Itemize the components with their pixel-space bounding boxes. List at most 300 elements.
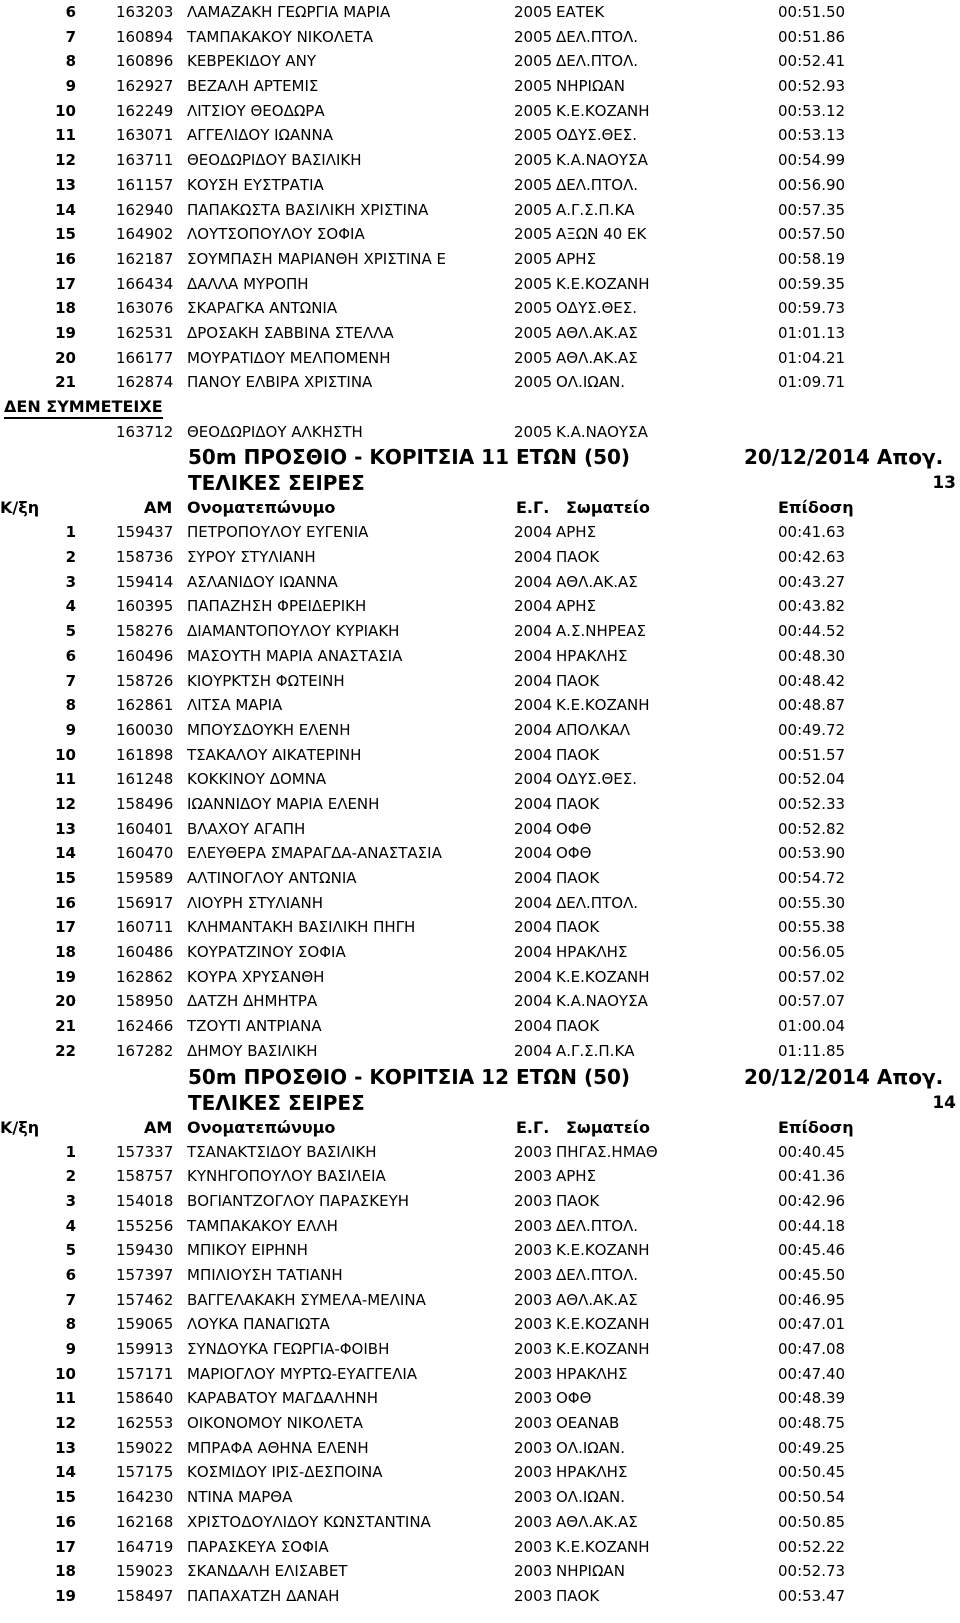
year-cell: 2003 [514,1290,553,1309]
name-cell: ΣΥΡΟΥ ΣΤΥΛΙΑΝΗ [187,548,316,567]
name-cell: ΔΙΑΜΑΝΤΟΠΟΥΛΟΥ ΚΥΡΙΑΚΗ [187,622,400,641]
table-row [0,767,960,792]
year-cell: 2003 [514,1562,553,1581]
rank-cell: 5 [65,622,76,641]
name-cell: ΛΙΤΣΙΟΥ ΘΕΟΔΩΡΑ [187,101,325,120]
header-name: Ονοματεπώνυμο [187,498,336,518]
am-cell: 158497 [116,1586,174,1605]
club-cell: Κ.Α.ΝΑΟΥΣΑ [556,992,648,1011]
name-cell: ΘΕΟΔΩΡΙΔΟΥ ΒΑΣΙΛΙΚΗ [187,151,362,170]
club-cell: Κ.Α.ΝΑΟΥΣΑ [556,422,648,441]
name-cell: ΠΑΠΑΖΗΣΗ ΦΡΕΙΔΕΡΙΚΗ [187,597,367,616]
rank-cell: 12 [55,794,76,813]
table-row [0,570,960,595]
rank-cell: 14 [55,1463,76,1482]
time-cell: 00:55.38 [778,918,846,937]
table-row [0,198,960,223]
time-cell: 00:57.35 [778,200,846,219]
year-cell: 2004 [514,770,553,789]
rank-cell: 18 [55,1562,76,1581]
year-cell: 2005 [514,27,553,46]
rank-cell: 17 [55,918,76,937]
club-cell: ΟΔΥΣ.ΘΕΣ. [556,770,638,789]
club-cell: ΠΑΟΚ [556,869,600,887]
am-cell: 162531 [116,323,174,342]
club-cell: ΔΕΛ.ΠΤΟΛ. [556,893,639,912]
am-cell: 160030 [116,720,174,739]
rank-cell: 10 [55,1364,76,1383]
rank-cell: 4 [65,597,76,616]
time-cell: 00:50.85 [778,1512,846,1531]
rank-cell: 10 [55,101,76,120]
rank-cell: 18 [55,943,76,962]
am-cell: 162927 [116,77,174,96]
name-cell: ΠΑΠΑΧΑΤΖΗ ΔΑΝΑΗ [187,1586,340,1605]
time-cell: 00:47.01 [778,1315,846,1334]
club-cell: Α.Γ.Σ.Π.ΚΑ [556,200,635,219]
year-cell: 2004 [514,622,553,641]
club-cell: ΑΡΗΣ [556,523,597,542]
time-cell: 00:44.18 [778,1216,846,1235]
time-cell: 00:58.19 [778,249,846,268]
am-cell: 160486 [116,943,174,962]
name-cell: ΛΙΟΥΡΗ ΣΤΥΛΙΑΝΗ [187,893,323,912]
table-row [0,693,960,718]
table-row [0,594,960,619]
rank-cell: 5 [65,1241,76,1260]
club-cell: ΠΑΟΚ [556,745,600,764]
year-cell: 2005 [514,373,553,392]
table-row [0,817,960,842]
column-headers [0,1116,960,1140]
name-cell: ΚΟΚΚΙΝΟΥ ΔΟΜΝΑ [187,770,327,789]
name-cell: ΔΗΜΟΥ ΒΑΣΙΛΙΚΗ [187,1041,318,1060]
rank-cell: 2 [65,1167,76,1186]
year-cell: 2005 [514,274,553,293]
name-cell: ΙΩΑΝΝΙΔΟΥ ΜΑΡΙΑ ΕΛΕΝΗ [187,794,380,813]
rank-cell: 19 [55,1586,76,1605]
table-row [0,420,960,445]
name-cell: ΤΣΑΚΑΛΟΥ ΑΙΚΑΤΕΡΙΝΗ [187,745,362,764]
am-cell: 158757 [116,1167,174,1186]
am-cell: 160401 [116,819,174,838]
table-row [0,0,960,25]
time-cell: 01:00.04 [778,1017,846,1036]
rank-cell: 21 [55,373,76,392]
year-cell: 2004 [514,844,553,863]
club-cell: ΗΡΑΚΛΗΣ [556,646,628,665]
name-cell: ΚΙΟΥΡΚΤΣΗ ΦΩΤΕΙΝΗ [187,671,345,690]
am-cell: 167282 [116,1041,174,1060]
rank-cell: 14 [55,844,76,863]
club-cell: ΑΠΟΛΚΑΛ [556,720,630,739]
name-cell: ΠΑΝΟΥ ΕΛΒΙΡΑ ΧΡΙΣΤΙΝΑ [187,373,373,392]
year-cell: 2003 [514,1512,553,1531]
time-cell: 00:51.86 [778,27,846,46]
name-cell: ΤΖΟΥΤΙ ΑΝΤΡΙΑΝΑ [187,1017,322,1036]
time-cell: 01:09.71 [778,373,846,392]
year-cell: 2004 [514,893,553,912]
table-row [0,669,960,694]
time-cell: 00:43.27 [778,572,846,591]
time-cell: 00:56.90 [778,175,846,194]
name-cell: ΜΠΙΚΟΥ ΕΙΡΗΝΗ [187,1241,308,1260]
name-cell: ΛΟΥΤΣΟΠΟΥΛΟΥ ΣΟΦΙΑ [187,225,365,244]
club-cell: Κ.Ε.ΚΟΖΑΝΗ [556,1340,650,1358]
rank-cell: 8 [65,1315,76,1334]
club-cell: ΗΡΑΚΛΗΣ [556,1364,628,1383]
rank-cell: 7 [65,671,76,690]
am-cell: 159414 [116,572,174,591]
am-cell: 158640 [116,1389,174,1408]
event-date: 20/12/2014 Απογ. [744,1064,944,1089]
table-row [0,296,960,321]
am-cell: 157175 [116,1463,174,1482]
time-cell: 00:42.63 [778,548,846,567]
club-cell: ΔΕΛ.ΠΤΟΛ. [556,27,639,46]
name-cell: ΜΑΣΟΥΤΗ ΜΑΡΙΑ ΑΝΑΣΤΑΣΙΑ [187,646,403,665]
year-cell: 2004 [514,967,553,986]
table-row [0,148,960,173]
table-row [0,1510,960,1535]
year-cell: 2004 [514,646,553,665]
rank-cell: 14 [55,200,76,219]
am-cell: 160470 [116,844,174,863]
time-cell: 00:51.57 [778,745,846,764]
table-row [0,619,960,644]
rank-cell: 16 [55,249,76,268]
table-row [0,370,960,395]
table-row [0,1288,960,1313]
year-cell: 2003 [514,1191,553,1210]
am-cell: 162249 [116,101,174,120]
header-eg: Ε.Γ. [516,498,550,518]
club-cell: ΟΦΘ [556,1389,592,1408]
year-cell: 2003 [514,1389,553,1408]
am-cell: 164902 [116,225,174,244]
name-cell: ΑΛΤΙΝΟΓΛΟΥ ΑΝΤΩΝΙΑ [187,869,357,887]
rank-cell: 3 [65,572,76,591]
name-cell: ΟΙΚΟΝΟΜΟΥ ΝΙΚΟΛΕΤΑ [187,1414,364,1433]
club-cell: ΑΡΗΣ [556,1167,597,1186]
year-cell: 2005 [514,77,553,96]
name-cell: ΜΠΡΑΦΑ ΑΘΗΝΑ ΕΛΕΝΗ [187,1438,369,1457]
header-am: ΑΜ [144,1117,173,1137]
am-cell: 161157 [116,175,174,194]
table-row [0,989,960,1014]
time-cell: 00:52.93 [778,77,846,96]
time-cell: 00:42.96 [778,1191,846,1210]
am-cell: 166434 [116,274,174,293]
time-cell: 00:51.50 [778,3,846,21]
name-cell: ΧΡΙΣΤΟΔΟΥΛΙΔΟΥ ΚΩΝΣΤΑΝΤΙΝΑ [187,1512,431,1531]
rank-cell: 16 [55,1512,76,1531]
page-number: 14 [932,1092,956,1113]
am-cell: 154018 [116,1191,174,1210]
table-row [0,1436,960,1461]
rank-cell: 7 [65,1290,76,1309]
year-cell: 2003 [514,1488,553,1507]
name-cell: ΚΑΡΑΒΑΤΟΥ ΜΑΓΔΑΛΗΝΗ [187,1389,378,1408]
year-cell: 2004 [514,1017,553,1036]
time-cell: 01:11.85 [778,1041,846,1060]
name-cell: ΣΟΥΜΠΑΣΗ ΜΑΡΙΑΝΘΗ ΧΡΙΣΤΙΝΑ Ε [187,249,446,268]
am-cell: 164719 [116,1537,174,1556]
table-row [0,940,960,965]
event-title-row [0,1064,960,1090]
header-rank: Κ/ξη [0,498,40,518]
am-cell: 162168 [116,1512,174,1531]
name-cell: ΤΣΑΝΑΚΤΣΙΔΟΥ ΒΑΣΙΛΙΚΗ [187,1142,377,1161]
rank-cell: 1 [65,1142,76,1161]
time-cell: 00:53.47 [778,1586,846,1605]
club-cell: Κ.Ε.ΚΟΖΑΝΗ [556,967,650,986]
club-cell: ΟΕΑΝΑΒ [556,1414,620,1433]
table-row [0,1312,960,1337]
time-cell: 00:46.95 [778,1290,846,1309]
event-subtitle: ΤΕΛΙΚΕΣ ΣΕΙΡΕΣ [188,471,365,496]
time-cell: 00:53.12 [778,101,846,120]
rank-cell: 11 [55,1389,76,1408]
name-cell: ΚΥΝΗΓΟΠΟΥΛΟΥ ΒΑΣΙΛΕΙΑ [187,1167,386,1186]
rank-cell: 17 [55,1537,76,1556]
am-cell: 159430 [116,1241,174,1260]
rank-cell: 16 [55,893,76,912]
name-cell: ΜΠΟΥΣΔΟΥΚΗ ΕΛΕΝΗ [187,720,351,739]
name-cell: ΒΟΓΙΑΝΤΖΟΓΛΟΥ ΠΑΡΑΣΚΕΥΗ [187,1191,410,1210]
name-cell: ΜΟΥΡΑΤΙΔΟΥ ΜΕΛΠΟΜΕΝΗ [187,348,391,367]
rank-cell: 8 [65,52,76,71]
year-cell: 2003 [514,1142,553,1161]
time-cell: 00:52.73 [778,1562,846,1581]
club-cell: ΑΡΗΣ [556,249,597,268]
table-row [0,74,960,99]
name-cell: ΣΚΑΝΔΑΛΗ ΕΛΙΣΑΒΕΤ [187,1562,348,1581]
rank-cell: 6 [65,3,76,21]
year-cell: 2005 [514,175,553,194]
club-cell: Κ.Ε.ΚΟΖΑΝΗ [556,1241,650,1260]
am-cell: 158726 [116,671,174,690]
table-row [0,1014,960,1039]
club-cell: ΝΗΡΙΩΑΝ [556,77,625,96]
time-cell: 00:45.46 [778,1241,846,1260]
table-row [0,1411,960,1436]
name-cell: ΚΟΥΡΑΤΖΙΝΟΥ ΣΟΦΙΑ [187,943,346,962]
club-cell: Α.Σ.ΝΗΡΕΑΣ [556,622,647,641]
table-row [0,792,960,817]
time-cell: 00:44.52 [778,622,846,641]
name-cell: ΕΛΕΥΘΕΡΑ ΣΜΑΡΑΓΔΑ-ΑΝΑΣΤΑΣΙΑ [187,844,442,863]
year-cell: 2004 [514,745,553,764]
name-cell: ΜΠΙΛΙΟΥΣΗ ΤΑΤΙΑΝΗ [187,1265,343,1284]
rank-cell: 9 [65,720,76,739]
year-cell: 2004 [514,918,553,937]
am-cell: 163076 [116,299,174,318]
table-row [0,123,960,148]
am-cell: 160894 [116,27,174,46]
year-cell: 2003 [514,1537,553,1556]
table-row [0,644,960,669]
header-rank: Κ/ξη [0,1117,40,1137]
table-row [0,321,960,346]
time-cell: 00:57.07 [778,992,846,1011]
year-cell: 2004 [514,671,553,690]
table-row [0,718,960,743]
name-cell: ΣΥΝΔΟΥΚΑ ΓΕΩΡΓΙΑ-ΦΟΙΒΗ [187,1340,390,1358]
club-cell: ΑΘΛ.ΑΚ.ΑΣ [556,572,638,591]
rank-cell: 1 [65,523,76,542]
year-cell: 2005 [514,151,553,170]
rank-cell: 17 [55,274,76,293]
am-cell: 157337 [116,1142,174,1161]
year-cell: 2003 [514,1315,553,1334]
club-cell: ΑΘΛ.ΑΚ.ΑΣ [556,1512,638,1531]
table-row [0,346,960,371]
time-cell: 00:48.39 [778,1389,846,1408]
time-cell: 00:52.41 [778,52,846,71]
name-cell: ΚΛΗΜΑΝΤΑΚΗ ΒΑΣΙΛΙΚΗ ΠΗΓΗ [187,918,416,937]
club-cell: ΠΗΓΑΣ.ΗΜΑΘ [556,1142,658,1161]
year-cell: 2003 [514,1414,553,1433]
name-cell: ΣΚΑΡΑΓΚΑ ΑΝΤΩΝΙΑ [187,299,338,318]
year-cell: 2003 [514,1364,553,1383]
year-cell: 2005 [514,126,553,145]
club-cell: Κ.Ε.ΚΟΖΑΝΗ [556,696,650,715]
name-cell: ΛΟΥΚΑ ΠΑΝΑΓΙΩΤΑ [187,1315,330,1334]
year-cell: 2004 [514,572,553,591]
table-row [0,99,960,124]
name-cell: ΚΟΥΡΑ ΧΡΥΣΑΝΘΗ [187,967,325,986]
header-club: Σωματείο [566,498,650,518]
am-cell: 161898 [116,745,174,764]
time-cell: 00:52.04 [778,770,846,789]
time-cell: 00:47.40 [778,1364,846,1383]
club-cell: Α.Γ.Σ.Π.ΚΑ [556,1041,635,1060]
am-cell: 162466 [116,1017,174,1036]
club-cell: ΠΑΟΚ [556,794,600,813]
rank-cell: 13 [55,819,76,838]
time-cell: 00:56.05 [778,943,846,962]
club-cell: ΗΡΑΚΛΗΣ [556,1463,628,1482]
name-cell: ΛΙΤΣΑ ΜΑΡΙΑ [187,696,283,715]
club-cell: Κ.Α.ΝΑΟΥΣΑ [556,151,648,170]
year-cell: 2005 [514,200,553,219]
am-cell: 158276 [116,622,174,641]
name-cell: ΒΑΓΓΕΛΑΚΑΚΗ ΣΥΜΕΛΑ-ΜΕΛΙΝΑ [187,1290,426,1309]
time-cell: 01:04.21 [778,348,846,367]
rank-cell: 12 [55,1414,76,1433]
year-cell: 2005 [514,299,553,318]
time-cell: 00:49.72 [778,720,846,739]
dns-heading [0,395,960,420]
table-row [0,1386,960,1411]
time-cell: 00:59.35 [778,274,846,293]
rank-cell: 8 [65,696,76,715]
am-cell: 158496 [116,794,174,813]
header-am: ΑΜ [144,498,173,518]
time-cell: 00:48.87 [778,696,846,715]
rank-cell: 20 [55,348,76,367]
club-cell: ΔΕΛ.ΠΤΟΛ. [556,1265,639,1284]
year-cell: 2003 [514,1340,553,1358]
club-cell: ΑΘΛ.ΑΚ.ΑΣ [556,348,638,367]
am-cell: 158736 [116,548,174,567]
table-row [0,1238,960,1263]
table-row [0,1559,960,1584]
table-row [0,1214,960,1239]
table-row [0,1337,960,1362]
club-cell: Κ.Ε.ΚΟΖΑΝΗ [556,274,650,293]
event-title: 50m ΠΡΟΣΘΙΟ - ΚΟΡΙΤΣΙΑ 11 ΕΤΩΝ (50) [188,445,631,470]
rank-cell: 15 [55,1488,76,1507]
club-cell: ΟΔΥΣ.ΘΕΣ. [556,126,638,145]
time-cell: 00:53.90 [778,844,846,863]
rank-cell: 13 [55,175,76,194]
rank-cell: 11 [55,126,76,145]
am-cell: 159065 [116,1315,174,1334]
am-cell: 157397 [116,1265,174,1284]
year-cell: 2003 [514,1438,553,1457]
table-row [0,891,960,916]
year-cell: 2004 [514,597,553,616]
am-cell: 162940 [116,200,174,219]
am-cell: 162874 [116,373,174,392]
am-cell: 160896 [116,52,174,71]
year-cell: 2004 [514,794,553,813]
club-cell: ΟΦΘ [556,844,592,863]
rank-cell: 22 [55,1041,76,1060]
year-cell: 2005 [514,3,553,21]
am-cell: 157171 [116,1364,174,1383]
table-row [0,545,960,570]
rank-cell: 6 [65,1265,76,1284]
club-cell: ΟΔΥΣ.ΘΕΣ. [556,299,638,318]
year-cell: 2004 [514,1041,553,1060]
name-cell: ΛΑΜΑΖΑΚΗ ΓΕΩΡΓΙΑ ΜΑΡΙΑ [187,3,391,21]
time-cell: 00:52.82 [778,819,846,838]
club-cell: Κ.Ε.ΚΟΖΑΝΗ [556,1537,650,1556]
am-cell: 163711 [116,151,174,170]
am-cell: 160496 [116,646,174,665]
table-row [0,173,960,198]
time-cell: 00:57.02 [778,967,846,986]
rank-cell: 6 [65,646,76,665]
club-cell: ΑΞΩΝ 40 ΕΚ [556,225,647,244]
table-row [0,866,960,891]
event-subtitle-row [0,1090,960,1116]
table-row [0,1039,960,1064]
year-cell: 2004 [514,548,553,567]
am-cell: 162187 [116,249,174,268]
table-row [0,247,960,272]
am-cell: 159589 [116,869,174,887]
page-number: 13 [932,473,956,494]
rank-cell: 10 [55,745,76,764]
table-row [0,841,960,866]
table-row [0,1189,960,1214]
time-cell: 00:47.08 [778,1340,846,1358]
club-cell: ΠΑΟΚ [556,1191,600,1210]
club-cell: ΑΘΛ.ΑΚ.ΑΣ [556,1290,638,1309]
club-cell: ΠΑΟΚ [556,548,600,567]
year-cell: 2004 [514,943,553,962]
table-row [0,743,960,768]
rank-cell: 19 [55,967,76,986]
am-cell: 163203 [116,3,174,21]
club-cell: Κ.Ε.ΚΟΖΑΝΗ [556,101,650,120]
table-row [0,1164,960,1189]
time-cell: 00:43.82 [778,597,846,616]
